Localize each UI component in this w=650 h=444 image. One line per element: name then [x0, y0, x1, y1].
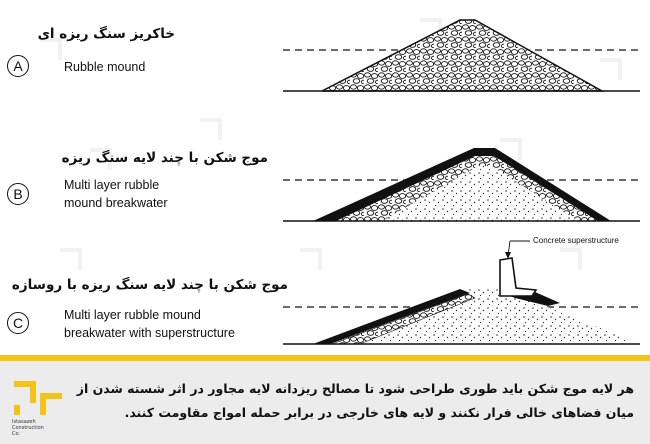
section-b-persian-title: موج شکن با چند لایه سنگ ریزه — [61, 150, 268, 166]
footer-accent-band — [0, 355, 650, 361]
section-c-persian-title: موج شکن با چند لایه سنگ ریزه با روسازه — [11, 277, 288, 293]
section-b-english-label-line1: Multi layer rubble — [64, 178, 160, 192]
section-a-marker: A — [7, 55, 29, 77]
section-c-english-label-line1: Multi layer rubble mound — [64, 308, 201, 322]
footer-description: هر لایه موج شکن باید طوری طراحی شود تا مصالح ریزدانه لایه مجاور در اثر شسته شدن از میان فضاهای خالی فرار نکنند و لایه های خارجی در برابر حمله امواج مقاومت کنند. — [76, 381, 634, 420]
diagram-multi-layer-breakwater — [283, 148, 640, 221]
section-c-marker: C — [7, 312, 29, 334]
concrete-superstructure-callout: Concrete superstructure — [533, 236, 619, 245]
footer-panel — [0, 355, 650, 444]
section-a-persian-title: خاکریز سنگ ریزه ای — [37, 26, 175, 42]
logo-caption: Istasazeh Construction Co. — [12, 419, 44, 437]
diagram-breakwater-superstructure — [283, 241, 640, 344]
section-a-english-label: Rubble mound — [64, 60, 146, 74]
section-c-english-label-line2: breakwater with superstructure — [64, 326, 235, 340]
diagram-rubble-mound — [283, 20, 640, 91]
section-b-marker: B — [7, 183, 29, 205]
section-b-english-label-line2: mound breakwater — [64, 196, 168, 210]
